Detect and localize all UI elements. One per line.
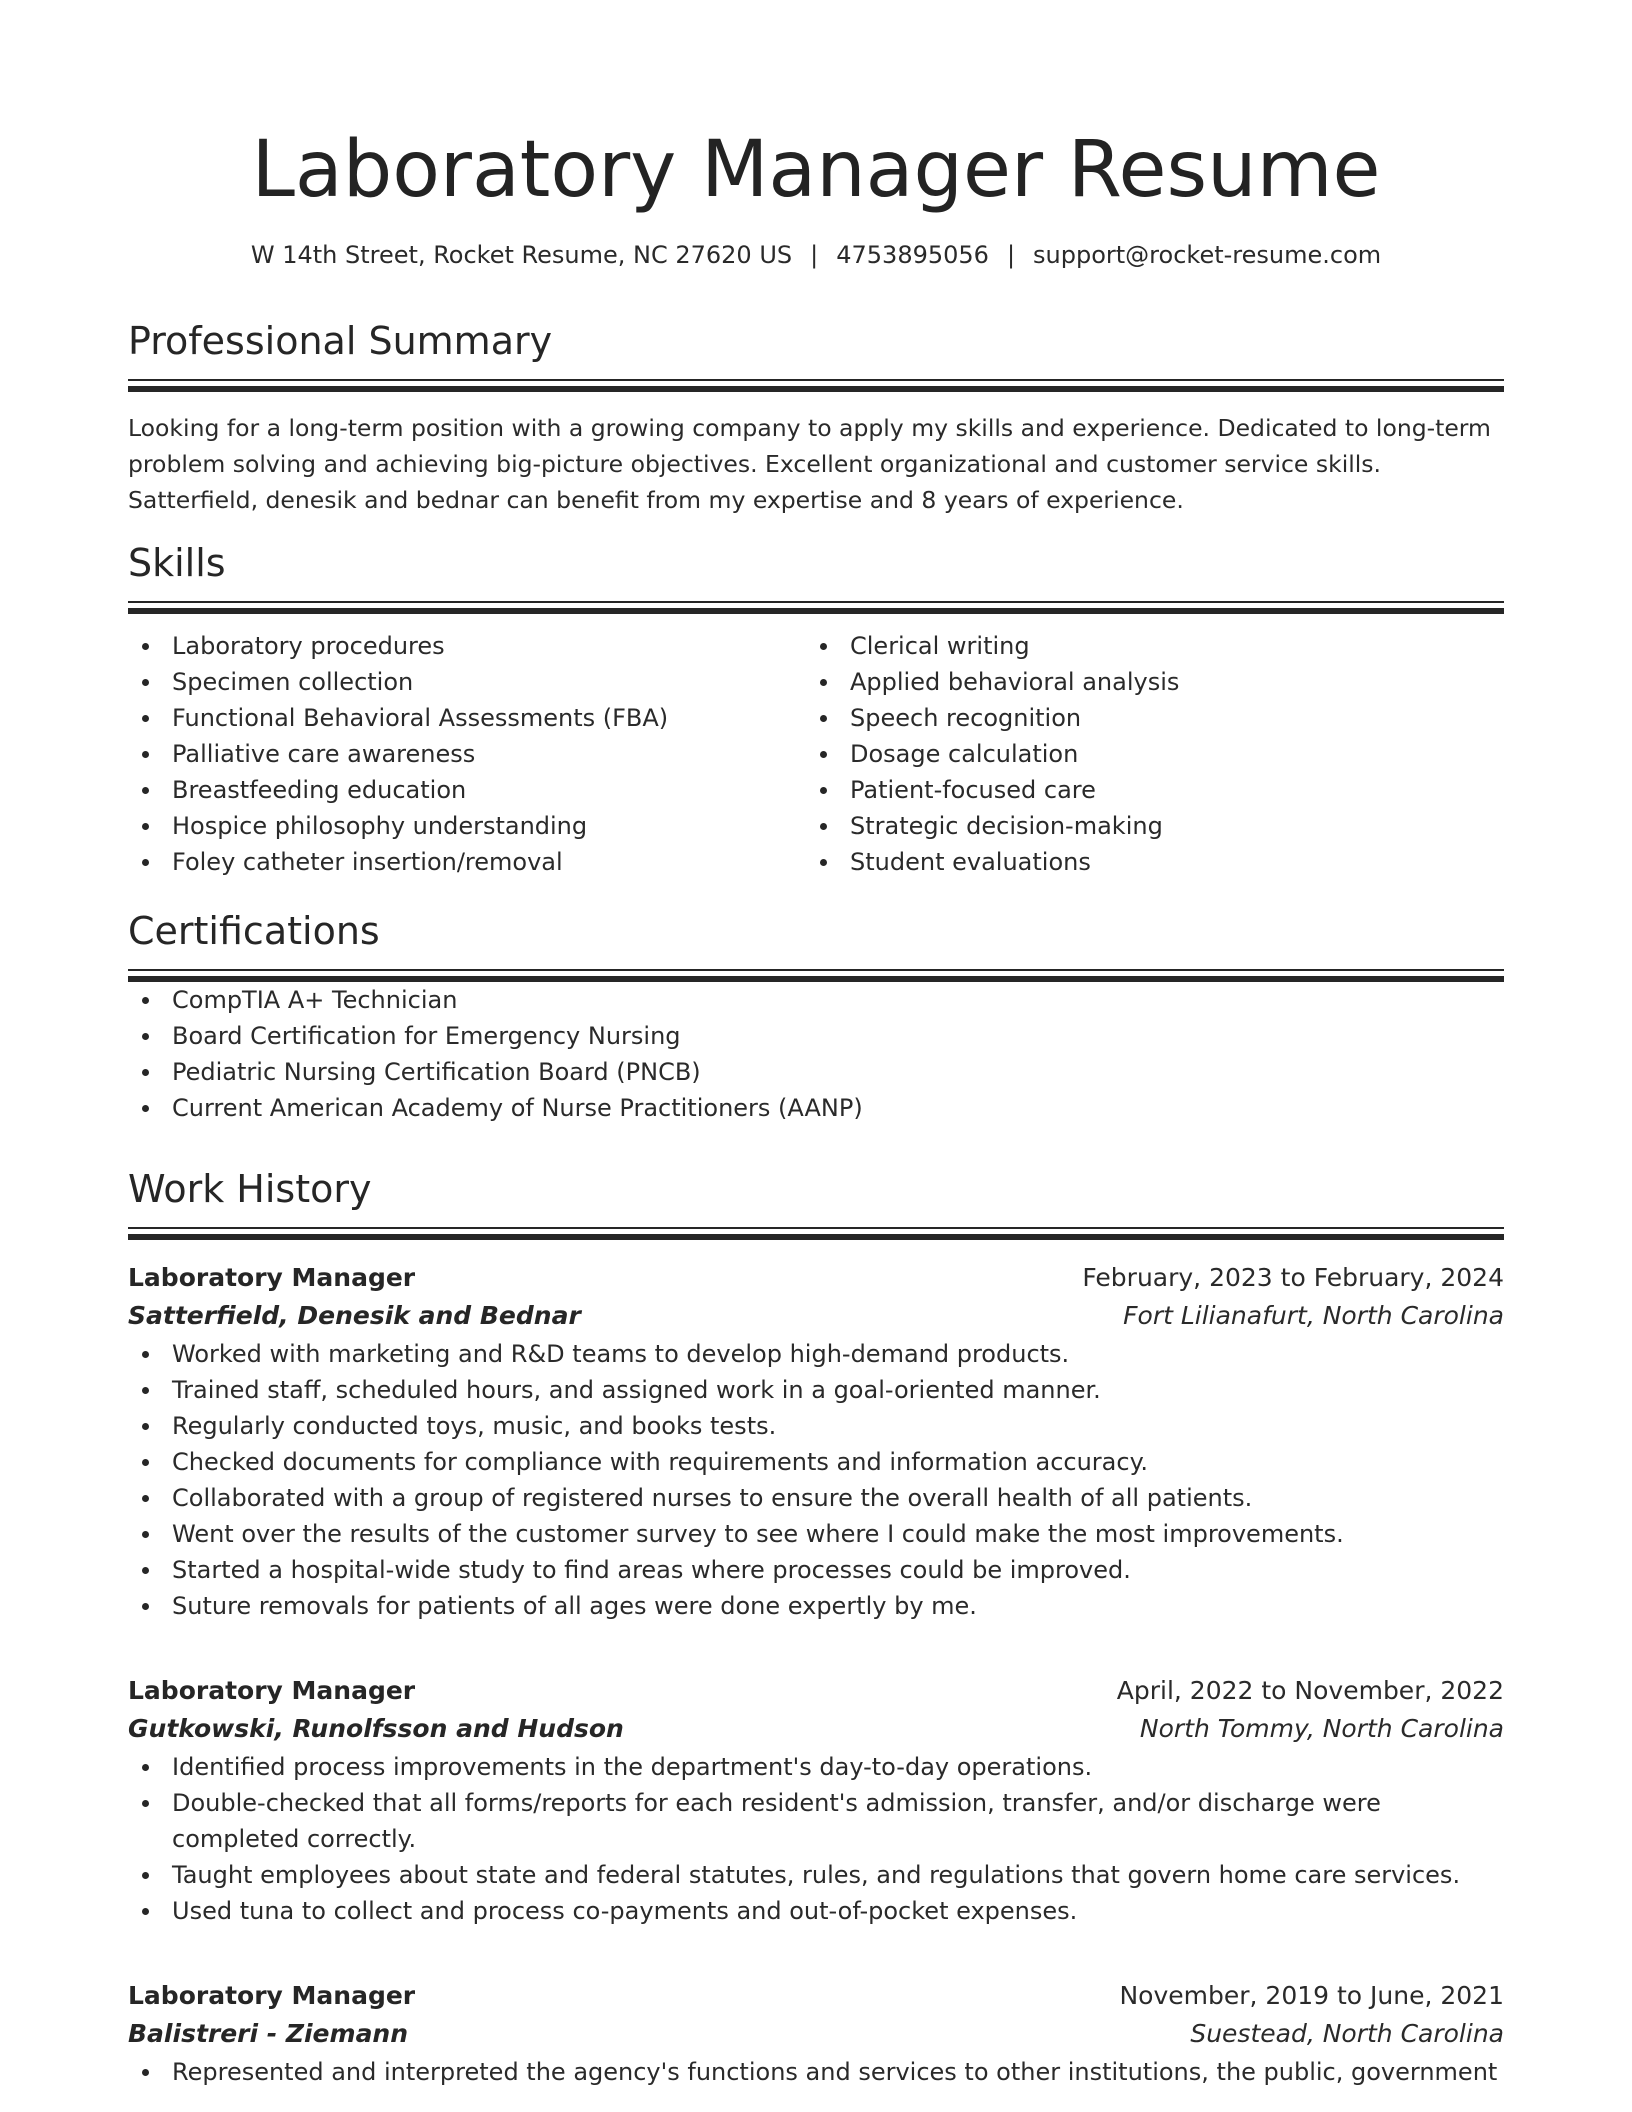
job-entry [128,1978,1504,2090]
skill-item: Strategic decision-making [806,808,1484,844]
summary-section [128,316,1504,518]
skill-item: Foley catheter insertion/removal [128,844,806,880]
skills-section [128,538,1504,880]
contact-phone: 4753895056 [836,241,989,269]
certifications-list [128,982,1504,1126]
job-bullet: Regularly conducted toys, music, and books tests. [128,1408,1504,1444]
section-divider [128,379,1504,392]
job-bullet: Represented and interpreted the agency's functions and services to other institutions, the public, government [128,2054,1504,2090]
job-bullet: Used tuna to collect and process co-payments and out-of-pocket expenses. [128,1893,1504,1929]
job-dates: November, 2019 to June, 2021 [1119,1981,1504,2010]
job-location: Suestead, North Carolina [1190,2019,1504,2048]
summary-heading: Professional Summary [128,319,553,363]
job-location: Fort Lilianafurt, North Carolina [1123,1301,1504,1330]
job-company: Satterfield, Denesik and Bednar [128,1301,581,1330]
job-company: Gutkowski, Runolfsson and Hudson [128,1714,624,1743]
job-entry [128,1260,1504,1624]
job-bullets [128,1336,1504,1624]
skills-columns [128,628,1504,880]
contact-address: W 14th Street, Rocket Resume, NC 27620 US [250,241,793,269]
skill-item: Functional Behavioral Assessments (FBA) [128,700,806,736]
certification-item: Board Certification for Emergency Nursing [128,1018,1504,1054]
job-bullet: Started a hospital-wide study to find areas where processes could be improved. [128,1552,1504,1588]
skill-item: Dosage calculation [806,736,1484,772]
skills-list-right [806,628,1484,880]
skill-item: Hospice philosophy understanding [128,808,806,844]
page-title: Laboratory Manager Resume [251,125,1381,215]
skill-item: Applied behavioral analysis [806,664,1484,700]
job-title: Laboratory Manager [128,1981,416,2010]
contact-email: support@rocket-resume.com [1033,241,1382,269]
job-dates: February, 2023 to February, 2024 [1082,1263,1504,1292]
job-bullets [128,2054,1504,2090]
job-bullets [128,1749,1504,1929]
skill-item: Student evaluations [806,844,1484,880]
job-entry [128,1673,1504,1929]
job-bullet: Collaborated with a group of registered nurses to ensure the overall health of all patients. [128,1480,1504,1516]
contact-separator: | [810,241,819,269]
skill-item: Breastfeeding education [128,772,806,808]
skill-item: Laboratory procedures [128,628,806,664]
certification-item: CompTIA A+ Technician [128,982,1504,1018]
work-history-section [128,1164,1504,1240]
section-divider [128,601,1504,614]
skill-item: Clerical writing [806,628,1484,664]
certifications-heading: Certifications [128,909,380,953]
section-divider [128,1227,1504,1240]
section-divider [128,969,1504,982]
work-history-heading: Work History [128,1167,372,1211]
job-bullet: Suture removals for patients of all ages were done expertly by me. [128,1588,1504,1624]
job-location: North Tommy, North Carolina [1139,1714,1504,1743]
job-bullet: Checked documents for compliance with requirements and information accuracy. [128,1444,1504,1480]
contact-line [128,238,1504,272]
certifications-section [128,906,1504,1126]
job-bullet: Identified process improvements in the department's day-to-day operations. [128,1749,1504,1785]
job-company: Balistreri - Ziemann [128,2019,409,2048]
skills-heading: Skills [128,541,226,585]
certification-item: Current American Academy of Nurse Practitioners (AANP) [128,1090,1504,1126]
skills-list-left [128,628,806,880]
job-dates: April, 2022 to November, 2022 [1116,1676,1504,1705]
job-title: Laboratory Manager [128,1263,416,1292]
job-bullet: Went over the results of the customer survey to see where I could make the most improvements. [128,1516,1504,1552]
job-bullet: Worked with marketing and R&D teams to develop high-demand products. [128,1336,1504,1372]
skill-item: Patient-focused care [806,772,1484,808]
summary-text: Looking for a long-term position with a growing company to apply my skills and experience. Dedicated to long-term problem solving and achieving big-picture objectives. Excellent organizational and customer service skills. Satterfield, denesik and bednar can benefit from my expertise and 8 years of experience. [128,414,1491,514]
skill-item: Speech recognition [806,700,1484,736]
contact-separator: | [1006,241,1016,269]
skill-item: Palliative care awareness [128,736,806,772]
job-bullet: Double-checked that all forms/reports for each resident's admission, transfer, and/or discharge were completed correctly. [128,1785,1504,1857]
job-bullet: Trained staff, scheduled hours, and assigned work in a goal-oriented manner. [128,1372,1504,1408]
job-bullet: Taught employees about state and federal statutes, rules, and regulations that govern home care services. [128,1857,1504,1893]
certification-item: Pediatric Nursing Certification Board (PNCB) [128,1054,1504,1090]
skill-item: Specimen collection [128,664,806,700]
job-title: Laboratory Manager [128,1676,416,1705]
